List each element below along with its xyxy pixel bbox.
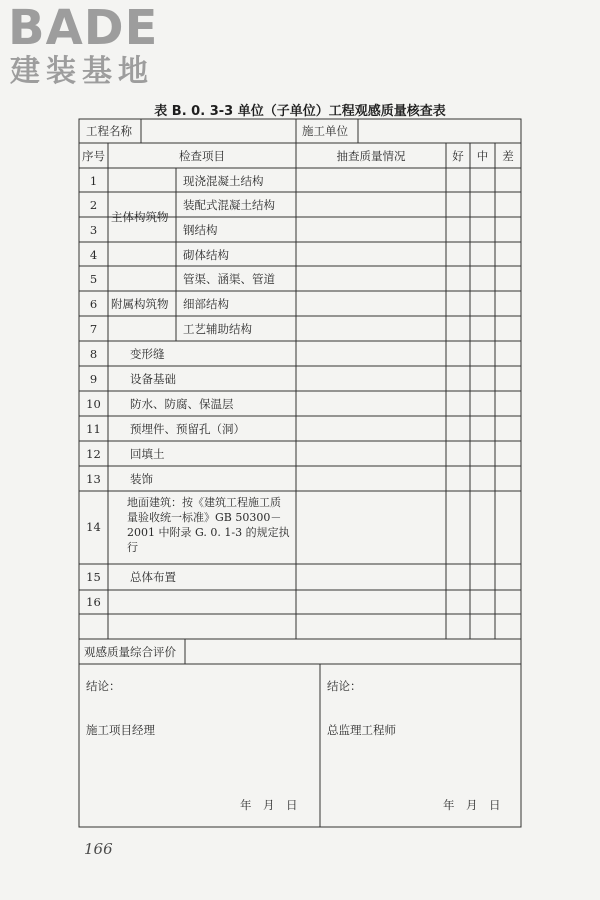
row-item: 设备基础 xyxy=(130,372,176,386)
right-conclusion-label: 结论： xyxy=(327,679,362,693)
chief-supervisor-label: 总监理工程师 xyxy=(327,723,396,737)
construction-unit-label: 施工单位 xyxy=(302,124,348,138)
project-name-label: 工程名称 xyxy=(86,124,132,138)
table-title: 表 B. 0. 3-3 单位（子单位）工程观感质量核查表 xyxy=(154,104,446,119)
row-no: 5 xyxy=(89,272,98,286)
row-no: 8 xyxy=(89,347,98,361)
page-number: 166 xyxy=(84,840,113,858)
row-no: 4 xyxy=(89,248,98,262)
row-no: 6 xyxy=(89,297,98,311)
row-item: 现浇混凝土结构 xyxy=(183,174,264,188)
overall-evaluation-label: 观感质量综合评价 xyxy=(84,645,176,659)
row-no: 10 xyxy=(86,397,101,411)
construction-manager-label: 施工项目经理 xyxy=(86,723,155,737)
row-item: 管渠、涵渠、管道 xyxy=(183,272,275,286)
group-main-structure: 主体构筑物 xyxy=(111,210,169,224)
row-item: 钢结构 xyxy=(183,223,218,237)
logo-brand-cn: 建装基地 xyxy=(10,54,154,89)
row-no: 14 xyxy=(86,520,101,534)
row-no: 9 xyxy=(89,372,98,386)
row-item: 工艺辅助结构 xyxy=(183,322,252,336)
row-item: 变形缝 xyxy=(130,347,165,361)
row-item: 装饰 xyxy=(130,472,153,486)
row-item-ground-building: 地面建筑：按《建筑工程施工质量验收统一标准》GB 50300－2001 中附录 G. 0. 1-3 的规定执行 xyxy=(127,496,290,554)
row-item: 砌体结构 xyxy=(183,248,229,262)
row-item: 细部结构 xyxy=(183,297,229,311)
right-date-label: 年 月 日 xyxy=(443,798,501,812)
row-no: 11 xyxy=(86,422,101,436)
left-date-label: 年 月 日 xyxy=(240,798,298,812)
row-item: 装配式混凝土结构 xyxy=(183,198,275,212)
row-item: 预埋件、预留孔（洞） xyxy=(130,422,245,436)
row-item: 回填土 xyxy=(130,447,165,461)
column-header-good: 好 xyxy=(452,149,464,163)
row-no: 2 xyxy=(89,198,98,212)
logo-brand: BADE xyxy=(8,0,159,56)
row-no: 1 xyxy=(89,174,98,188)
row-item: 总体布置 xyxy=(130,570,176,584)
left-conclusion-label: 结论： xyxy=(86,679,121,693)
column-header-quality: 抽查质量情况 xyxy=(336,149,406,163)
row-no: 7 xyxy=(89,322,98,336)
group-auxiliary-structure: 附属构筑物 xyxy=(111,297,169,311)
row-no: 3 xyxy=(89,223,98,237)
row-no: 15 xyxy=(86,570,101,584)
column-header-medium: 中 xyxy=(476,149,489,163)
row-no: 16 xyxy=(86,595,101,609)
row-no: 13 xyxy=(86,472,101,486)
column-header-no: 序号 xyxy=(82,149,105,163)
row-no: 12 xyxy=(86,447,101,461)
column-header-item: 检查项目 xyxy=(179,149,225,163)
column-header-poor: 差 xyxy=(502,149,514,163)
row-item: 防水、防腐、保温层 xyxy=(130,397,234,411)
